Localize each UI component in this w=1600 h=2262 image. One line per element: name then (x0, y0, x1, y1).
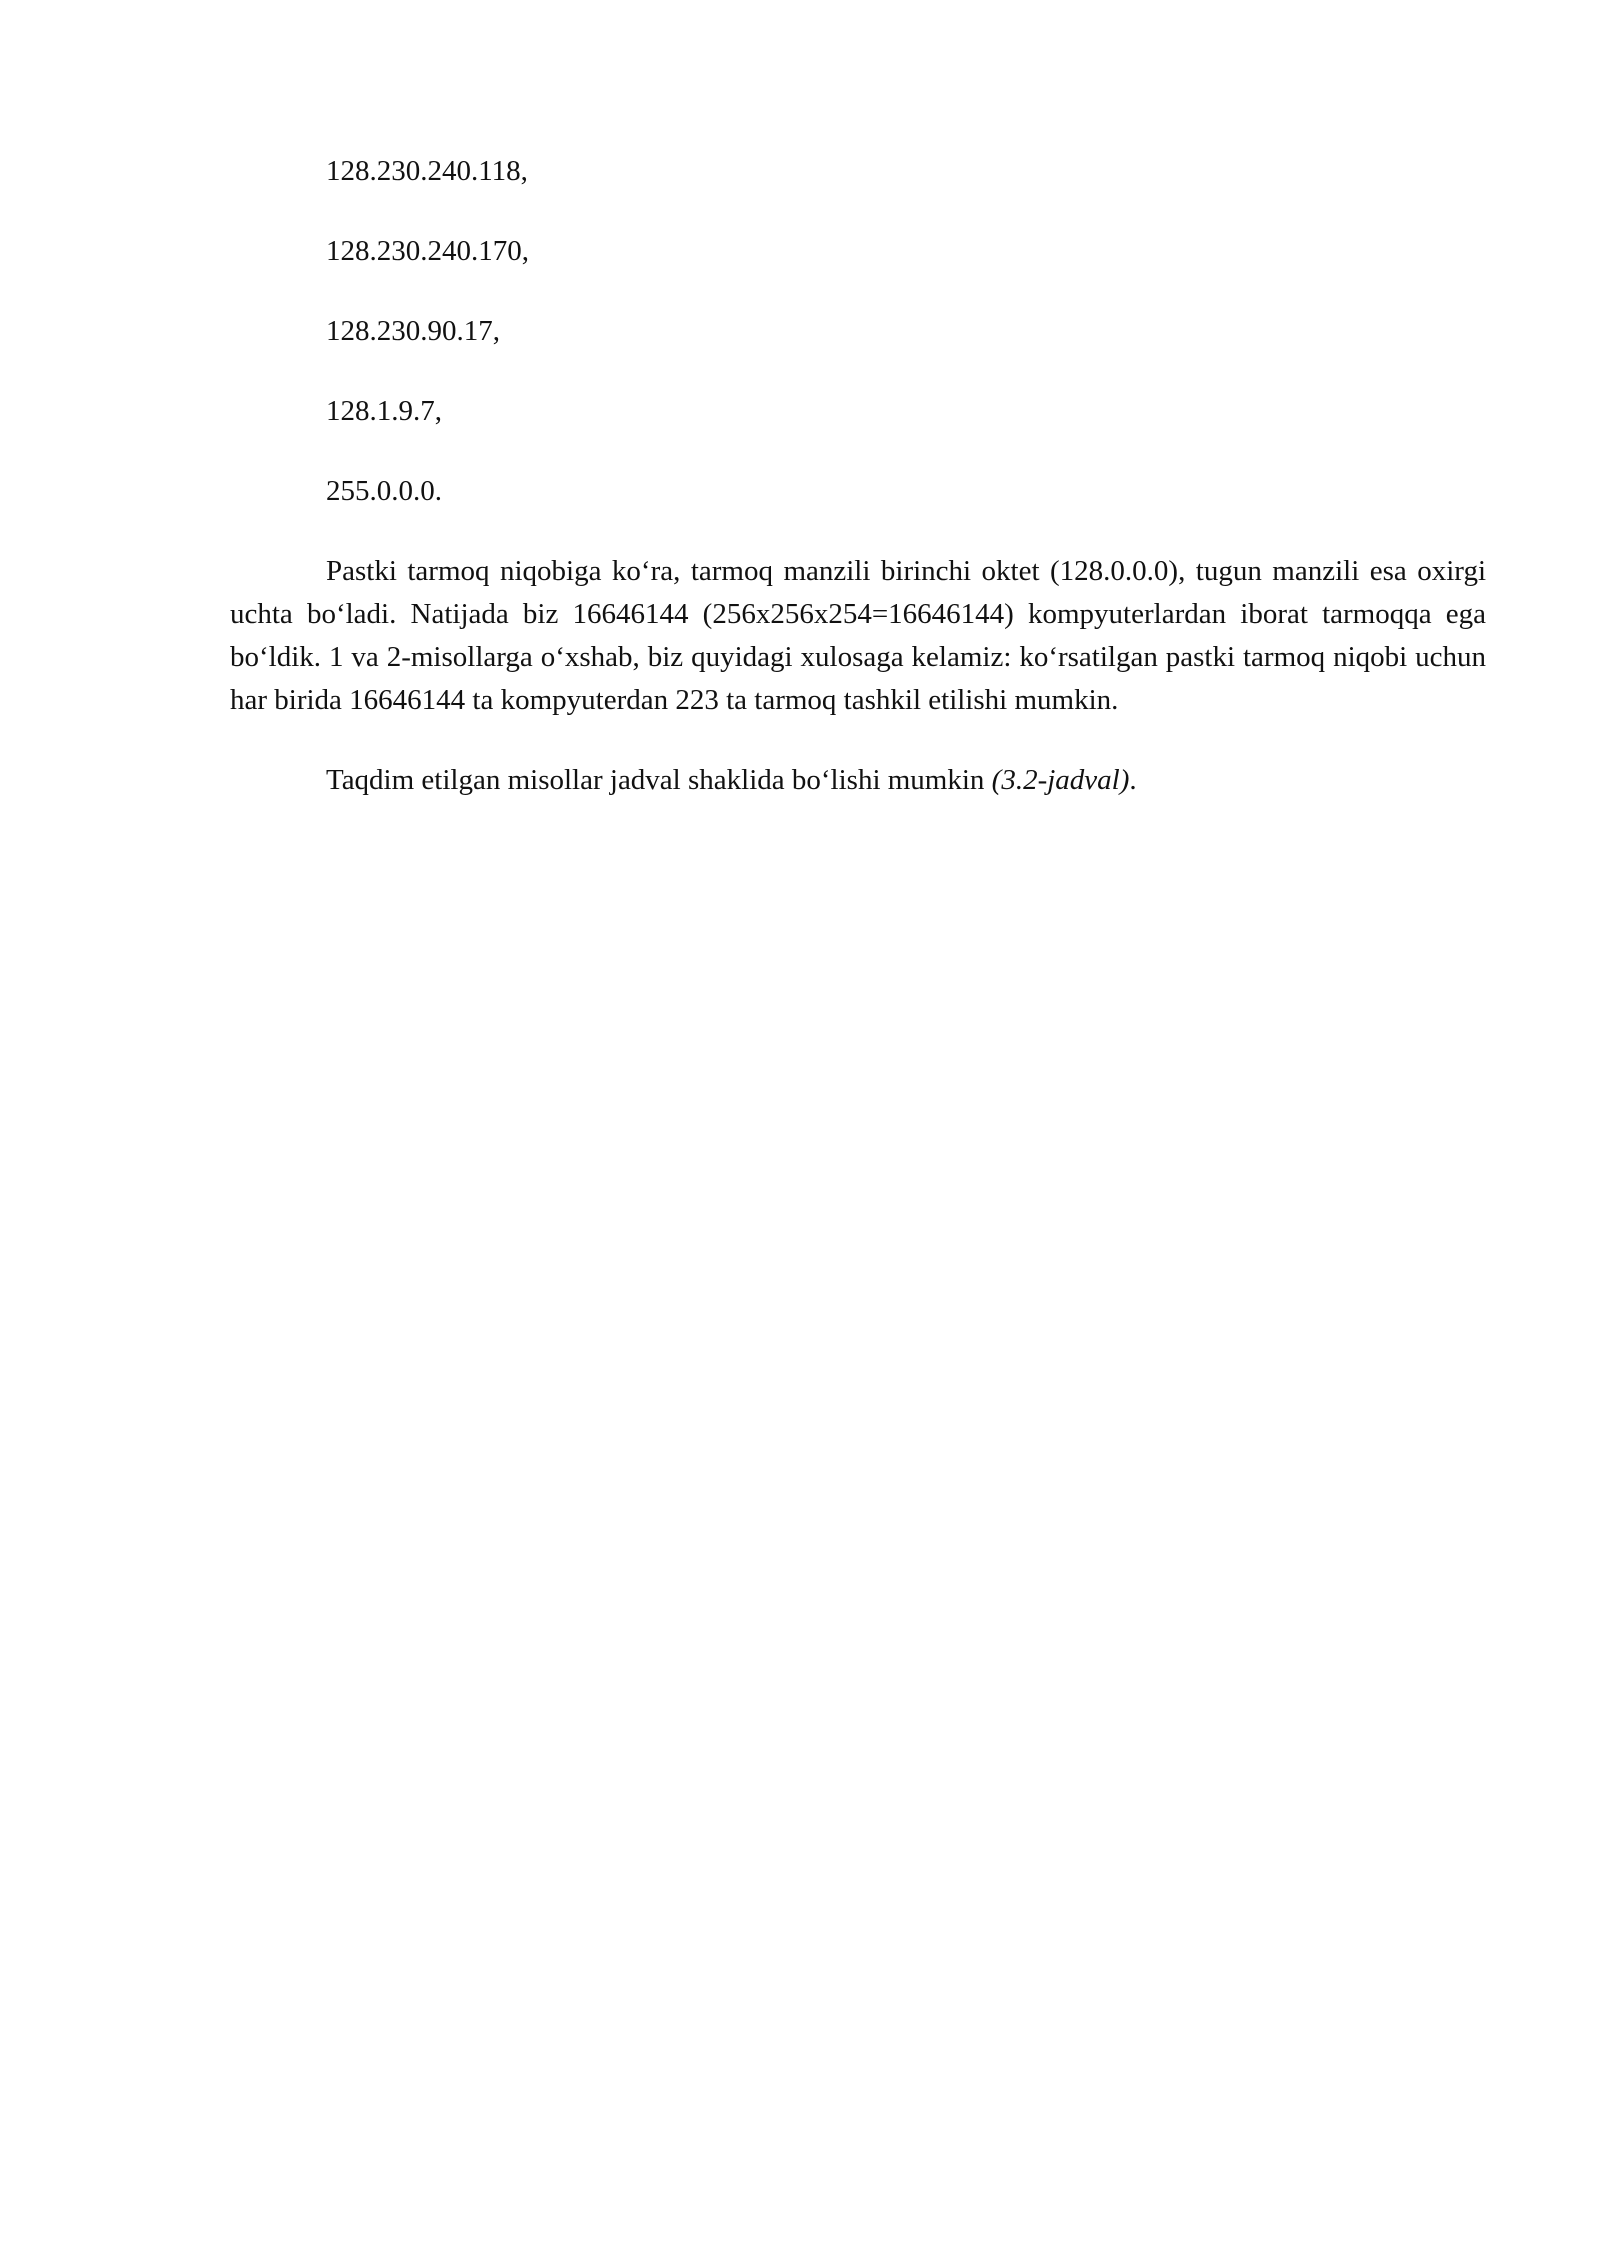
ip-address-line: 128.230.90.17, (326, 315, 500, 347)
sentence-end: . (1129, 764, 1137, 796)
page-content (230, 150, 1486, 802)
explanation-paragraph: Pastki tarmoq niqobiga ko‘ra, tarmoq manzili birinchi oktet (128.0.0.0), tugun manzili esa oxirgi uchta bo‘ladi. Natijada biz 16646144 (256x256x254=16646144) kompyuterlardan iborat tarmoqqa ega bo‘ldik. 1 va 2-misollarga o‘xshab, biz quyidagi xulosaga kelamiz: ko‘rsatilgan pastki tarmoq niqobi uchun har birida 16646144 ta kompyuterdan 223 ta tarmoq tashkil etilishi mumkin. (230, 555, 1486, 716)
table-reference-paragraph (230, 759, 1486, 802)
subnet-mask-line: 255.0.0.0. (326, 475, 442, 507)
table-reference-text: Taqdim etilgan misollar jadval shaklida bo‘lishi mumkin (326, 764, 992, 796)
ip-address-line: 128.230.240.170, (326, 235, 529, 267)
ip-address-line: 128.230.240.118, (326, 155, 528, 187)
ip-address-list (230, 150, 1486, 513)
ip-address-line: 128.1.9.7, (326, 395, 442, 427)
table-reference-label: (3.2-jadval) (991, 764, 1130, 796)
